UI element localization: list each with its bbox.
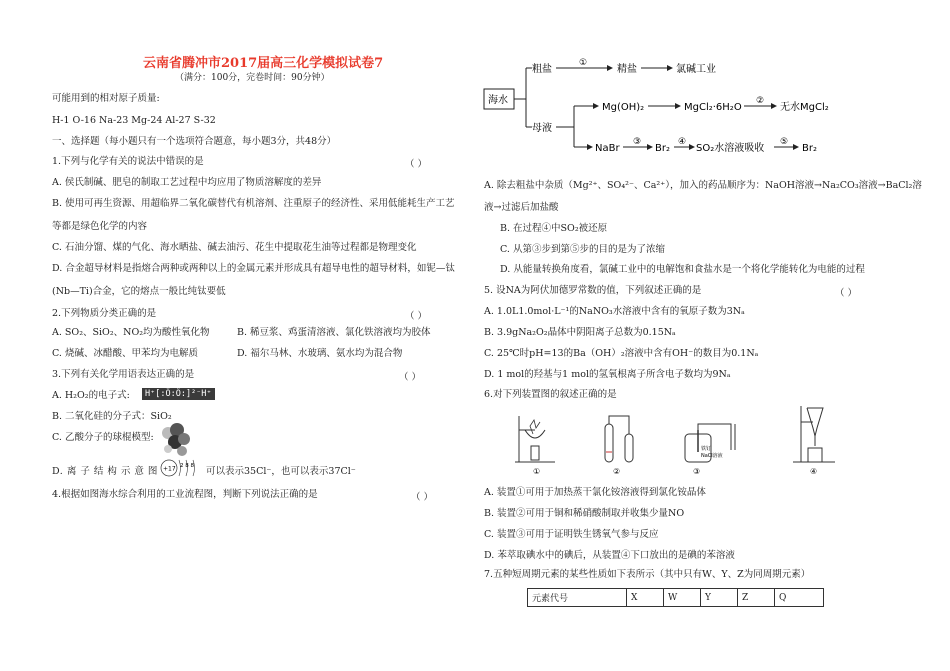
- table-header-cell: Z: [738, 589, 775, 607]
- q1-option-c: C. 石油分馏、煤的气化、海水晒盐、碱去油污、花生中提取花生油等过程都是物理变化: [52, 242, 417, 253]
- q7-stem: 7.五种短周期元素的某些性质如下表所示（其中只有W、Y、Z为同周期元素）: [484, 569, 811, 580]
- q3-option-a: A. H₂O₂的电子式:: [52, 390, 130, 401]
- chloride-ion-structure-diagram: [159, 457, 201, 479]
- q4-option-b: B. 在过程④中SO₂被还原: [500, 223, 608, 234]
- mgcl2-hexahydrate: MgCl₂·6H₂O: [684, 102, 742, 113]
- q5-option-d: D. 1 mol的羟基与1 mol的氢氧根离子所含电子数均为9Nₐ: [484, 369, 731, 380]
- apparatus-label-4: ④: [810, 467, 818, 476]
- q3-option-d-prefix: D. 离 子 结 构 示 意 图: [52, 466, 158, 477]
- table-header-cell: 元素代号: [528, 589, 627, 607]
- q4-option-a: A. 除去粗盐中杂质（Mg²⁺、SO₄²⁻、Ca²⁺），加入的药品顺序为：NaOH溶液→Na₂CO₃溶液→BaCl₂溶: [484, 180, 922, 191]
- q3-option-c: C. 乙酸分子的球棍模型:: [52, 432, 154, 443]
- electron-shells: 2 8 8: [180, 463, 194, 469]
- apparatus-figures: [505, 402, 845, 480]
- table-header-cell: Q: [775, 589, 824, 607]
- q5-answer-paren: （ ）: [835, 288, 858, 299]
- q1-option-b-cont: 等都是绿色化学的内容: [52, 221, 148, 232]
- page-subtitle: （满分：100分，完卷时间：90分钟）: [175, 73, 330, 83]
- apparatus-3: [685, 424, 735, 476]
- q6-option-d: D. 苯萃取碘水中的碘后，从装置④下口放出的是碘的苯溶液: [484, 550, 735, 561]
- q4-stem: 4.根据如图海水综合利用的工业流程图，判断下列说法正确的是: [52, 489, 318, 500]
- apparatus-label-3: ③: [693, 467, 701, 476]
- nacl-label: NaCl溶液: [701, 453, 723, 459]
- step-5: ⑤: [780, 137, 789, 147]
- q1-option-b: B. 使用可再生资源、用超临界二氧化碳替代有机溶剂、注重原子的经济性、采用低能耗生产工艺: [52, 198, 455, 209]
- atomic-mass-label: 可能用到的相对原子质量:: [52, 93, 160, 104]
- mg-hydroxide: Mg(OH)₂: [602, 102, 645, 113]
- q3-option-d-suffix: 可以表示35Cl⁻，也可以表示37Cl⁻: [206, 466, 356, 477]
- anhydrous-mgcl2: 无水MgCl₂: [780, 102, 829, 113]
- apparatus-label-2: ②: [613, 467, 621, 476]
- q5-option-b: B. 3.9gNa₂O₂晶体中阴阳离子总数为0.15Nₐ: [484, 327, 676, 338]
- q2-stem: 2.下列物质分类正确的是: [52, 308, 157, 319]
- q4-option-a-cont: 液→过滤后加盐酸: [484, 202, 559, 213]
- apparatus-1: [515, 416, 555, 476]
- chlor-alkali: 氯碱工业: [676, 64, 716, 75]
- q1-stem: 1.下列与化学有关的说法中错误的是: [52, 156, 204, 167]
- q6-stem: 6.对下列装置图的叙述正确的是: [484, 389, 617, 400]
- q1-answer-paren: （ ）: [405, 159, 428, 170]
- q2-option-c: C. 烧碱、冰醋酸、甲苯均为电解质: [52, 348, 198, 359]
- bromine-a: Br₂: [655, 143, 670, 154]
- step-2: ②: [756, 96, 765, 106]
- crude-salt: 粗盐: [532, 64, 552, 75]
- q1-option-d: D. 合金超导材料是指熔合两种或两种以上的金属元素并形成具有超导电性的超导材料，如铌—钛: [52, 263, 455, 274]
- q5-option-a: A. 1.0L1.0mol·L⁻¹的NaNO₃水溶液中含有的氧原子数为3Nₐ: [484, 306, 745, 317]
- step-1: ①: [579, 58, 588, 68]
- nail-label: 铁钉: [701, 446, 712, 452]
- h2o2-electron-formula: H⁺[:Ö:Ö:]²⁻H⁺: [142, 388, 215, 400]
- seawater-flow-diagram: [480, 55, 840, 165]
- so2-absorption: SO₂水溶液吸收: [696, 143, 765, 154]
- table-header-cell: X: [627, 589, 664, 607]
- acetic-acid-ball-stick-model: [159, 423, 191, 457]
- table-header-cell: W: [664, 589, 701, 607]
- atomic-masses: H-1 O-16 Na-23 Mg-24 Al-27 S-32: [52, 115, 216, 126]
- q5-option-c: C. 25℃时pH=13的Ba（OH）₂溶液中含有OH⁻的数目为0.1Nₐ: [484, 348, 759, 359]
- apparatus-4: [793, 406, 835, 476]
- q5-stem: 5. 设NA为阿伏加德罗常数的值，下列叙述正确的是: [484, 285, 702, 296]
- bromine-b: Br₂: [802, 143, 817, 154]
- apparatus-label-1: ①: [533, 467, 541, 476]
- refined-salt: 精盐: [617, 64, 637, 75]
- q3-stem: 3.下列有关化学用语表达正确的是: [52, 369, 195, 380]
- mother-liquor: 母液: [532, 123, 552, 134]
- q2-option-a: A. SO₂、SiO₂、NO₂均为酸性氧化物: [52, 327, 210, 338]
- table-header-cell: Y: [701, 589, 738, 607]
- apparatus-2: [605, 416, 633, 476]
- q1-option-d-cont: (Nb—Ti)合金，它的熔点一般比纯钛要低: [52, 286, 226, 297]
- q4-option-d: D. 从能量转换角度看，氯碱工业中的电解饱和食盐水是一个将化学能转化为电能的过程: [500, 264, 865, 275]
- q2-answer-paren: （ ）: [405, 311, 428, 322]
- q2-option-d: D. 福尔马林、水玻璃、氨水均为混合物: [237, 348, 403, 359]
- nucleus-charge: +17: [163, 465, 176, 473]
- q6-option-a: A. 装置①可用于加热蒸干氯化铵溶液得到氯化铵晶体: [484, 487, 706, 498]
- nabr: NaBr: [595, 143, 620, 154]
- q3-option-b: B. 二氧化硅的分子式：SiO₂: [52, 411, 172, 422]
- q1-option-a: A. 侯氏制碱、肥皂的制取工艺过程中均应用了物质溶解度的差异: [52, 177, 322, 188]
- page-title: 云南省腾冲市2017届高三化学模拟试卷7: [143, 56, 384, 71]
- section-heading: 一、选择题（每小题只有一个选项符合题意，每小题3分，共48分）: [52, 136, 337, 147]
- step-4: ④: [678, 137, 687, 147]
- element-table: [527, 588, 824, 607]
- table-row: [528, 589, 824, 607]
- q3-answer-paren: （ ）: [399, 372, 422, 383]
- q2-option-b: B. 稀豆浆、鸡蛋清溶液、氯化铁溶液均为胶体: [237, 327, 431, 338]
- seawater-box: 海水: [488, 95, 508, 106]
- q6-option-b: B. 装置②可用于铜和稀硝酸制取并收集少量NO: [484, 508, 685, 519]
- q6-option-c: C. 装置③可用于证明铁生锈氧气参与反应: [484, 529, 659, 540]
- q4-answer-paren: （ ）: [411, 492, 434, 503]
- q4-option-c: C. 从第③步到第⑤步的目的是为了浓缩: [500, 244, 665, 255]
- step-3: ③: [633, 137, 642, 147]
